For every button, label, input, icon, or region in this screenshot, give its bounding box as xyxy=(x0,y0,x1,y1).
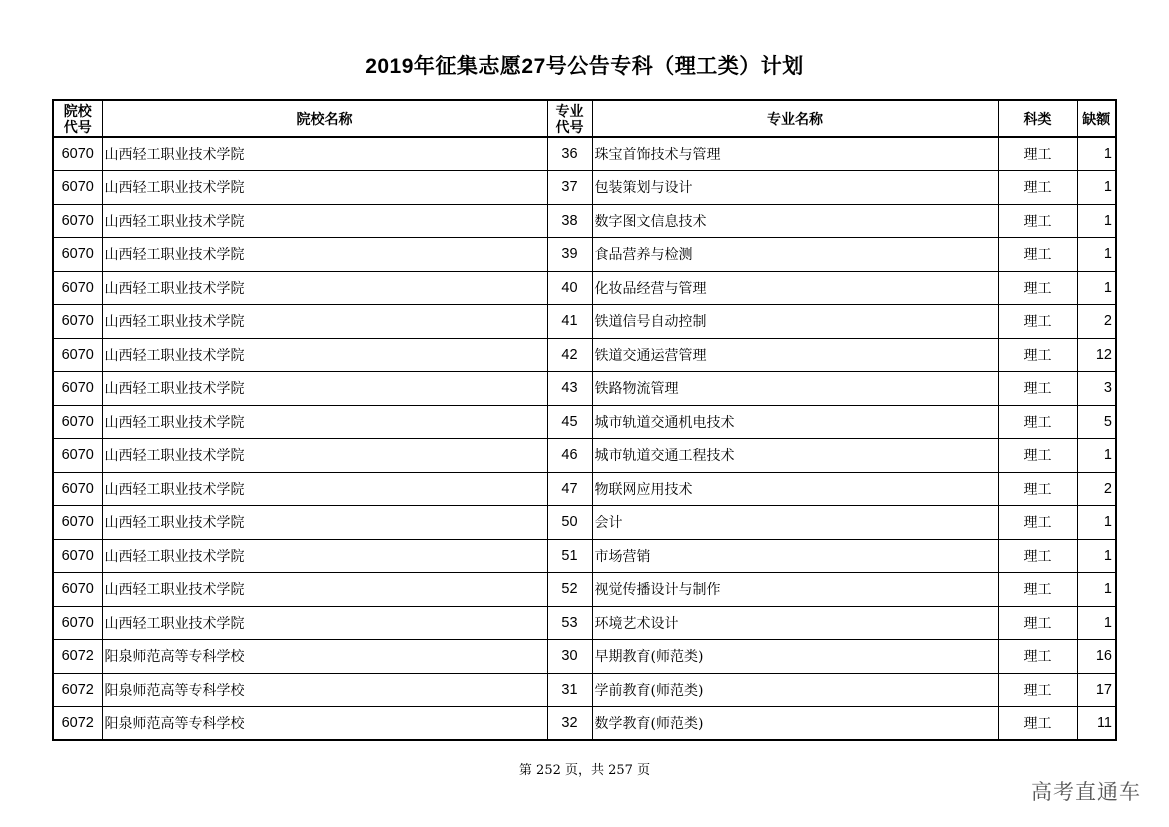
cell-major-code: 37 xyxy=(547,171,592,205)
cell-school-code: 6070 xyxy=(53,405,102,439)
cell-major-code: 47 xyxy=(547,472,592,506)
cell-major-name: 物联网应用技术 xyxy=(592,472,998,506)
cell-school-name: 山西轻工职业技术学院 xyxy=(102,137,547,171)
cell-vacancy: 1 xyxy=(1077,204,1116,238)
cell-major-name: 数字图文信息技术 xyxy=(592,204,998,238)
table-row xyxy=(53,606,1116,640)
table-row xyxy=(53,137,1116,171)
cell-major-code: 32 xyxy=(547,707,592,741)
cell-vacancy: 12 xyxy=(1077,338,1116,372)
cell-category: 理工 xyxy=(998,271,1077,305)
cell-school-code: 6070 xyxy=(53,506,102,540)
cell-major-code: 31 xyxy=(547,673,592,707)
table-row xyxy=(53,506,1116,540)
table-row xyxy=(53,271,1116,305)
cell-school-code: 6072 xyxy=(53,673,102,707)
page-footer: 第 252 页，共 257 页 xyxy=(518,763,651,778)
table-row xyxy=(53,673,1116,707)
cell-major-code: 50 xyxy=(547,506,592,540)
cell-school-code: 6070 xyxy=(53,606,102,640)
cell-school-code: 6070 xyxy=(53,137,102,171)
cell-major-name: 早期教育(师范类) xyxy=(592,640,998,674)
cell-major-code: 36 xyxy=(547,137,592,171)
cell-school-code: 6070 xyxy=(53,539,102,573)
cell-vacancy: 1 xyxy=(1077,271,1116,305)
cell-major-name: 会计 xyxy=(592,506,998,540)
cell-school-name: 阳泉师范高等专科学校 xyxy=(102,673,547,707)
table-row xyxy=(53,472,1116,506)
cell-school-name: 山西轻工职业技术学院 xyxy=(102,405,547,439)
table-row xyxy=(53,338,1116,372)
cell-school-name: 山西轻工职业技术学院 xyxy=(102,338,547,372)
table-header-row xyxy=(53,100,1116,137)
cell-category: 理工 xyxy=(998,171,1077,205)
cell-school-name: 山西轻工职业技术学院 xyxy=(102,539,547,573)
cell-category: 理工 xyxy=(998,539,1077,573)
cell-category: 理工 xyxy=(998,238,1077,272)
cell-category: 理工 xyxy=(998,439,1077,473)
cell-vacancy: 1 xyxy=(1077,606,1116,640)
cell-school-name: 山西轻工职业技术学院 xyxy=(102,171,547,205)
cell-major-name: 城市轨道交通工程技术 xyxy=(592,439,998,473)
cell-category: 理工 xyxy=(998,640,1077,674)
cell-major-code: 45 xyxy=(547,405,592,439)
header-school-name: 院校名称 xyxy=(102,100,547,137)
watermark: 高考直通车 xyxy=(1031,780,1141,804)
cell-school-code: 6070 xyxy=(53,372,102,406)
cell-school-name: 山西轻工职业技术学院 xyxy=(102,439,547,473)
table-row xyxy=(53,573,1116,607)
cell-school-code: 6070 xyxy=(53,439,102,473)
cell-major-code: 38 xyxy=(547,204,592,238)
cell-major-name: 视觉传播设计与制作 xyxy=(592,573,998,607)
cell-vacancy: 17 xyxy=(1077,673,1116,707)
cell-school-name: 山西轻工职业技术学院 xyxy=(102,506,547,540)
table-row xyxy=(53,372,1116,406)
cell-school-name: 山西轻工职业技术学院 xyxy=(102,606,547,640)
cell-category: 理工 xyxy=(998,338,1077,372)
cell-major-code: 53 xyxy=(547,606,592,640)
header-category: 科类 xyxy=(998,100,1077,137)
table-row xyxy=(53,171,1116,205)
cell-vacancy: 1 xyxy=(1077,506,1116,540)
cell-major-name: 铁道信号自动控制 xyxy=(592,305,998,339)
cell-school-code: 6070 xyxy=(53,238,102,272)
cell-major-name: 学前教育(师范类) xyxy=(592,673,998,707)
cell-major-code: 52 xyxy=(547,573,592,607)
cell-major-code: 51 xyxy=(547,539,592,573)
cell-category: 理工 xyxy=(998,372,1077,406)
cell-major-name: 包装策划与设计 xyxy=(592,171,998,205)
header-school-code: 院校 代号 xyxy=(53,100,102,137)
cell-school-name: 山西轻工职业技术学院 xyxy=(102,271,547,305)
cell-major-code: 43 xyxy=(547,372,592,406)
cell-vacancy: 1 xyxy=(1077,539,1116,573)
cell-major-name: 食品营养与检测 xyxy=(592,238,998,272)
header-major-name: 专业名称 xyxy=(592,100,998,137)
cell-school-code: 6070 xyxy=(53,204,102,238)
cell-vacancy: 16 xyxy=(1077,640,1116,674)
cell-vacancy: 1 xyxy=(1077,573,1116,607)
cell-major-code: 46 xyxy=(547,439,592,473)
cell-school-code: 6070 xyxy=(53,271,102,305)
table-row xyxy=(53,405,1116,439)
cell-major-name: 铁道交通运营管理 xyxy=(592,338,998,372)
cell-category: 理工 xyxy=(998,472,1077,506)
cell-category: 理工 xyxy=(998,573,1077,607)
cell-school-name: 山西轻工职业技术学院 xyxy=(102,204,547,238)
cell-vacancy: 1 xyxy=(1077,171,1116,205)
table-row xyxy=(53,204,1116,238)
cell-school-name: 山西轻工职业技术学院 xyxy=(102,305,547,339)
cell-major-code: 42 xyxy=(547,338,592,372)
cell-school-name: 阳泉师范高等专科学校 xyxy=(102,640,547,674)
cell-vacancy: 2 xyxy=(1077,305,1116,339)
cell-category: 理工 xyxy=(998,707,1077,741)
table-row xyxy=(53,238,1116,272)
cell-vacancy: 1 xyxy=(1077,238,1116,272)
cell-vacancy: 2 xyxy=(1077,472,1116,506)
admission-plan-table xyxy=(52,99,1117,741)
cell-school-code: 6070 xyxy=(53,171,102,205)
cell-major-name: 珠宝首饰技术与管理 xyxy=(592,137,998,171)
cell-vacancy: 1 xyxy=(1077,439,1116,473)
table-row xyxy=(53,439,1116,473)
table-row xyxy=(53,707,1116,741)
cell-major-code: 41 xyxy=(547,305,592,339)
cell-major-code: 40 xyxy=(547,271,592,305)
cell-major-code: 30 xyxy=(547,640,592,674)
table-row xyxy=(53,640,1116,674)
cell-school-code: 6070 xyxy=(53,305,102,339)
cell-vacancy: 3 xyxy=(1077,372,1116,406)
cell-major-name: 数学教育(师范类) xyxy=(592,707,998,741)
cell-vacancy: 11 xyxy=(1077,707,1116,741)
table-row xyxy=(53,305,1116,339)
cell-category: 理工 xyxy=(998,673,1077,707)
cell-category: 理工 xyxy=(998,405,1077,439)
cell-school-code: 6072 xyxy=(53,707,102,741)
cell-major-name: 环境艺术设计 xyxy=(592,606,998,640)
cell-school-code: 6072 xyxy=(53,640,102,674)
cell-major-name: 城市轨道交通机电技术 xyxy=(592,405,998,439)
cell-major-code: 39 xyxy=(547,238,592,272)
cell-vacancy: 5 xyxy=(1077,405,1116,439)
cell-school-code: 6070 xyxy=(53,472,102,506)
cell-category: 理工 xyxy=(998,506,1077,540)
cell-school-name: 山西轻工职业技术学院 xyxy=(102,372,547,406)
header-vacancy: 缺额 xyxy=(1077,100,1116,137)
cell-major-name: 铁路物流管理 xyxy=(592,372,998,406)
cell-category: 理工 xyxy=(998,204,1077,238)
cell-school-code: 6070 xyxy=(53,338,102,372)
cell-category: 理工 xyxy=(998,606,1077,640)
cell-school-name: 山西轻工职业技术学院 xyxy=(102,573,547,607)
cell-school-name: 山西轻工职业技术学院 xyxy=(102,472,547,506)
cell-vacancy: 1 xyxy=(1077,137,1116,171)
cell-school-name: 阳泉师范高等专科学校 xyxy=(102,707,547,741)
table-row xyxy=(53,539,1116,573)
cell-school-name: 山西轻工职业技术学院 xyxy=(102,238,547,272)
cell-school-code: 6070 xyxy=(53,573,102,607)
cell-category: 理工 xyxy=(998,305,1077,339)
page-title: 2019年征集志愿27号公告专科（理工类）计划 xyxy=(365,55,804,78)
cell-category: 理工 xyxy=(998,137,1077,171)
header-major-code: 专业 代号 xyxy=(547,100,592,137)
cell-major-name: 市场营销 xyxy=(592,539,998,573)
cell-major-name: 化妆品经营与管理 xyxy=(592,271,998,305)
